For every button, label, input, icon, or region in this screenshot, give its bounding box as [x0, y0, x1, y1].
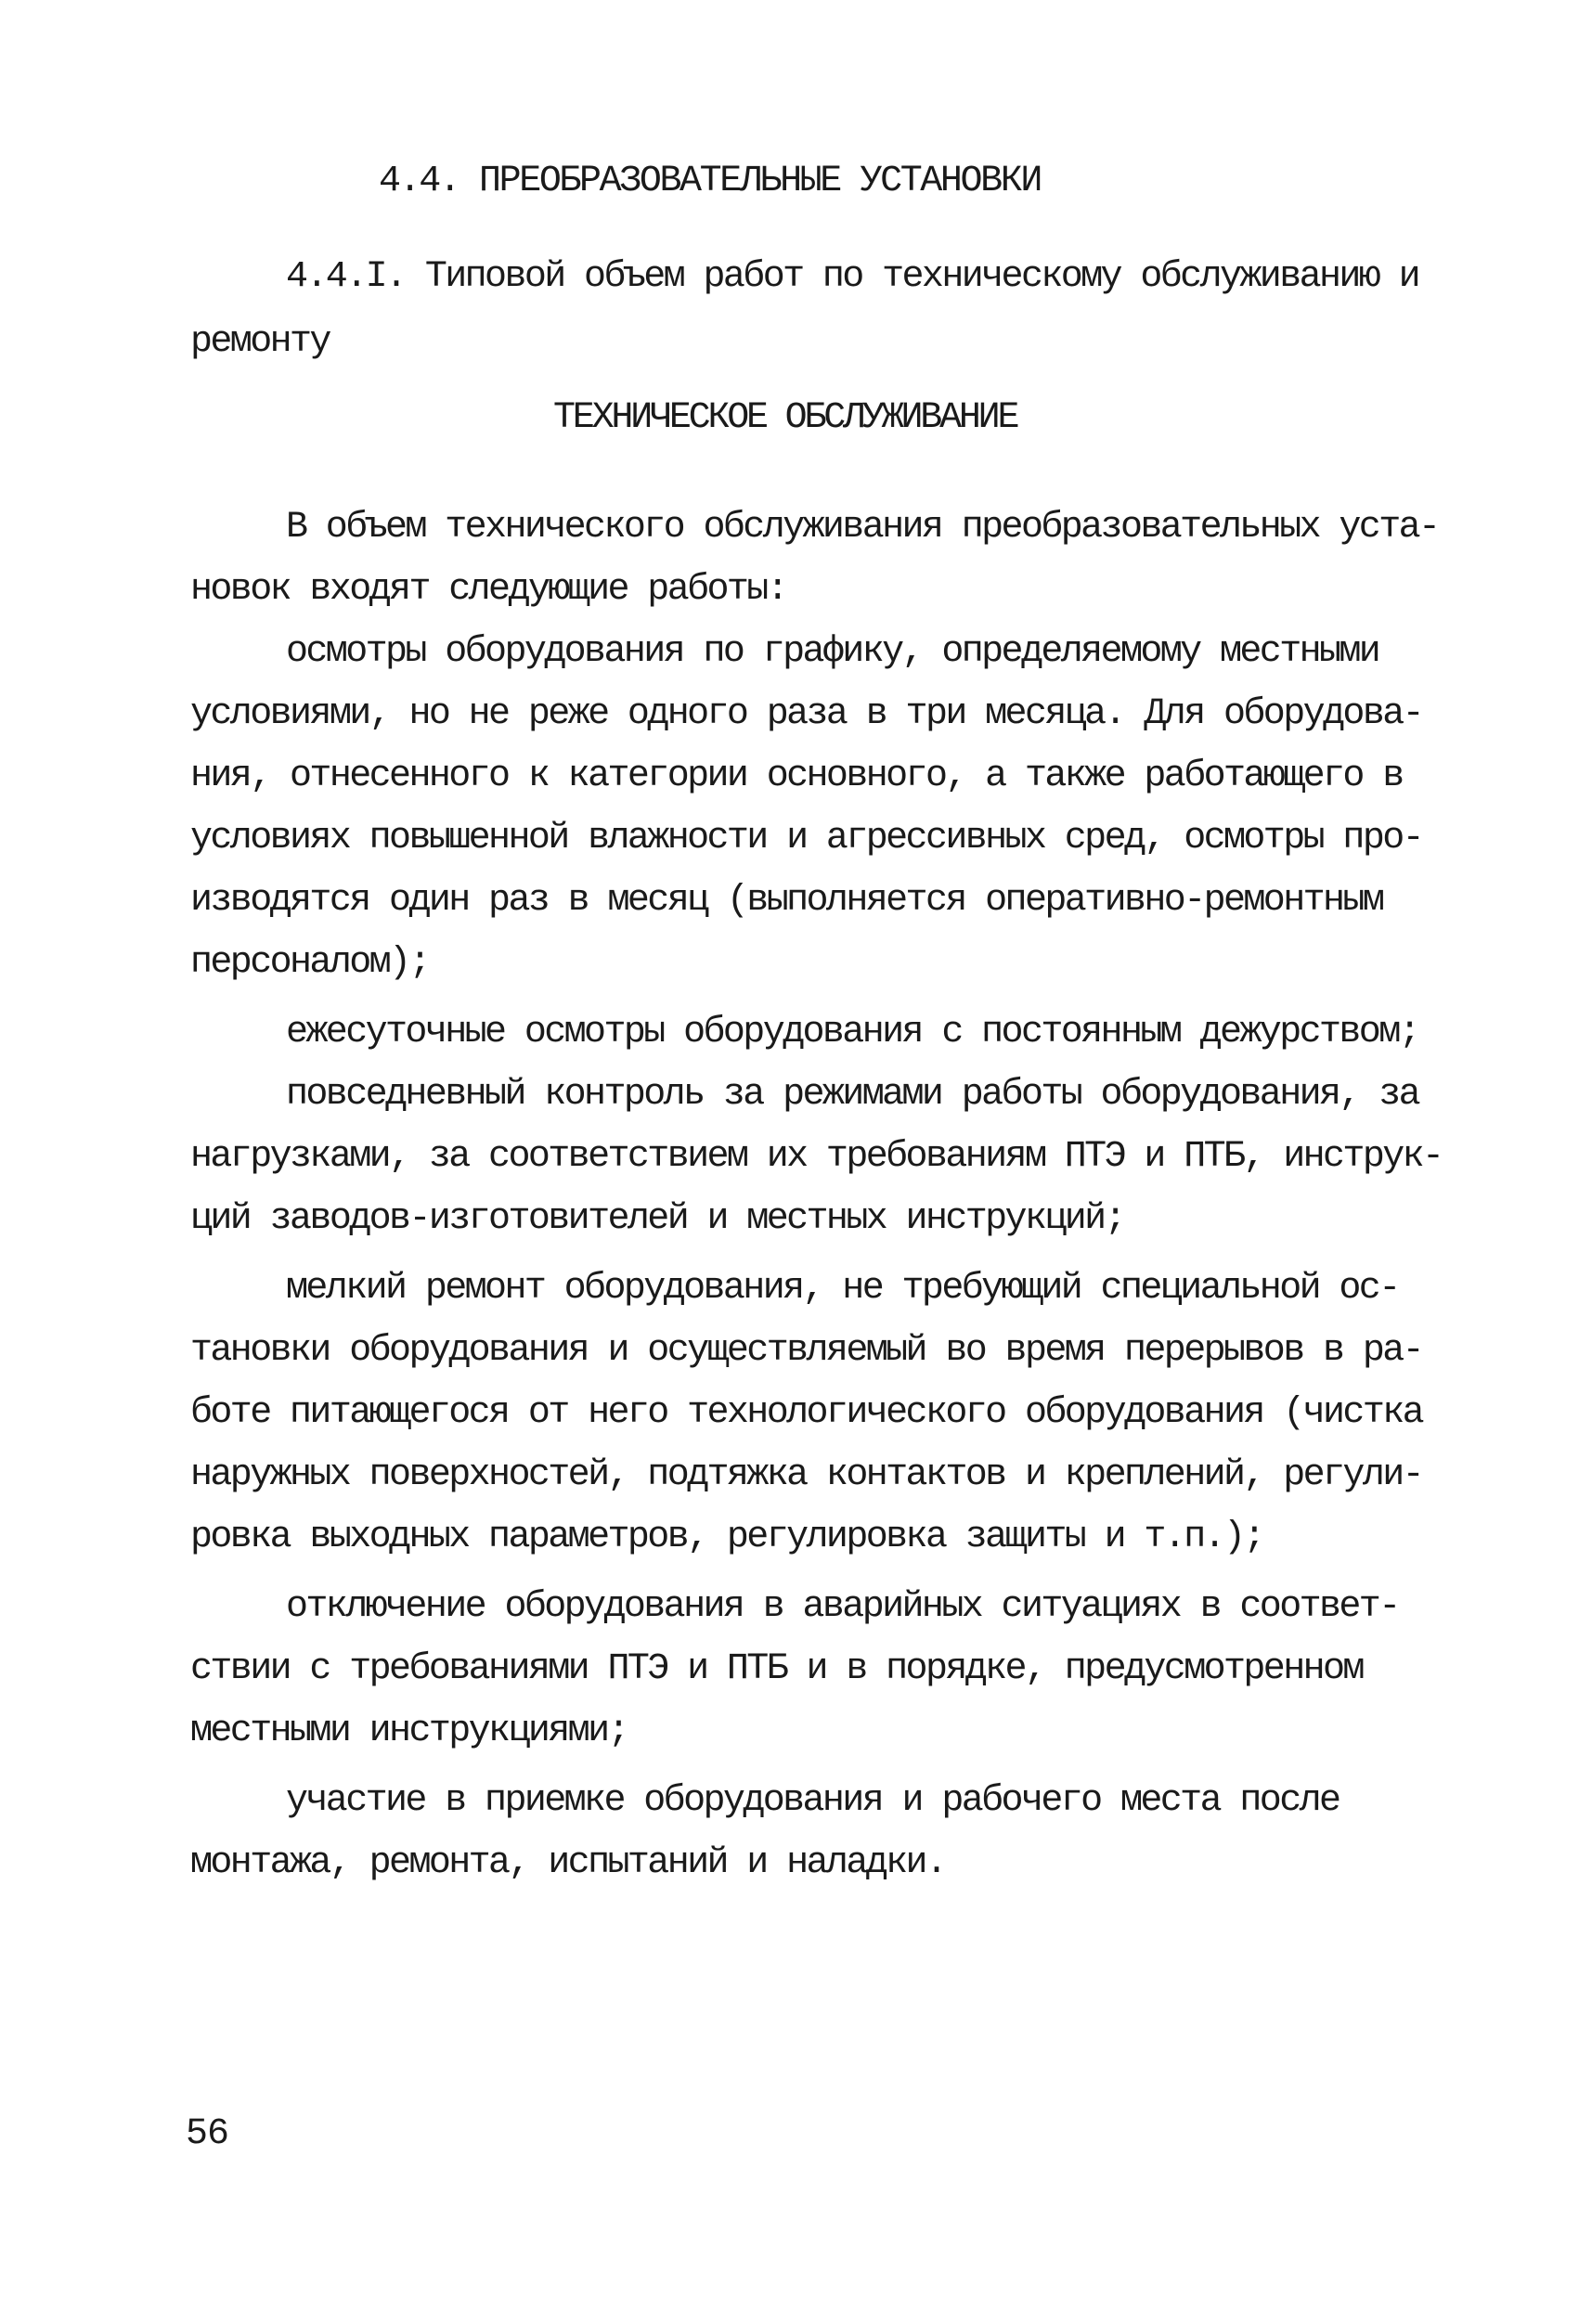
body-line: ровка выходных параметров, регулировка защиты и т.п.);: [190, 1517, 1263, 1558]
body-line: изводятся один раз в месяц (выполняется оперативно-ремонтным: [190, 880, 1383, 922]
body-line: условиями, но не реже одного раза в три месяца. Для оборудова-: [190, 693, 1423, 735]
heading-technical-maintenance: ТЕХНИЧЕСКОЕ ОБСЛУЖИВАНИЕ: [553, 397, 1017, 439]
body-line: наружных поверхностей, подтяжка контактов и креплений, регули-: [190, 1454, 1423, 1496]
body-line: монтажа, ремонта, испытаний и наладки.: [190, 1842, 946, 1884]
body-line: повседневный контроль за режимами работы оборудования, за: [286, 1074, 1419, 1116]
body-line: В объем технического обслуживания преобразовательных уста-: [286, 507, 1439, 549]
section-title: 4.4. ПРЕОБРАЗОВАТЕЛЬНЫЕ УСТАНОВКИ: [379, 161, 1041, 202]
body-line: боте питающегося от него технологического оборудования (чистка: [190, 1392, 1423, 1434]
body-line: мелкий ремонт оборудования, не требующий специальной ос-: [286, 1268, 1399, 1310]
body-line: ций заводов-изготовителей и местных инструкций;: [190, 1198, 1124, 1240]
body-line: местными инструкциями;: [190, 1711, 628, 1752]
subsection-title-line-1: 4.4.I. Типовой объем работ по техническому обслуживанию и: [286, 256, 1419, 298]
body-line: новок входят следующие работы:: [190, 569, 787, 611]
body-line: ния, отнесенного к категории основного, а также работающего в: [190, 755, 1403, 797]
body-line: условиях повышенной влажности и агрессивных сред, осмотры про-: [190, 818, 1423, 859]
body-line: участие в приемке оборудования и рабочего места после: [286, 1780, 1340, 1822]
body-line: отключение оборудования в аварийных ситуациях в соответ-: [286, 1586, 1399, 1628]
body-line: ствии с требованиями ПТЭ и ПТБ и в порядке, предусмотренном: [190, 1648, 1363, 1690]
body-line: персоналом);: [190, 942, 429, 984]
page-number: 56: [186, 2113, 229, 2155]
body-line: ежесуточные осмотры оборудования с постоянным дежурством;: [286, 1012, 1419, 1053]
body-line: нагрузками, за соответствием их требованиям ПТЭ и ПТБ, инструк-: [190, 1136, 1443, 1178]
body-line: осмотры оборудования по графику, определяемому местными: [286, 631, 1379, 673]
subsection-title-line-2: ремонту: [190, 321, 330, 363]
body-line: тановки оборудования и осуществляемый во время перерывов в ра-: [190, 1330, 1423, 1372]
